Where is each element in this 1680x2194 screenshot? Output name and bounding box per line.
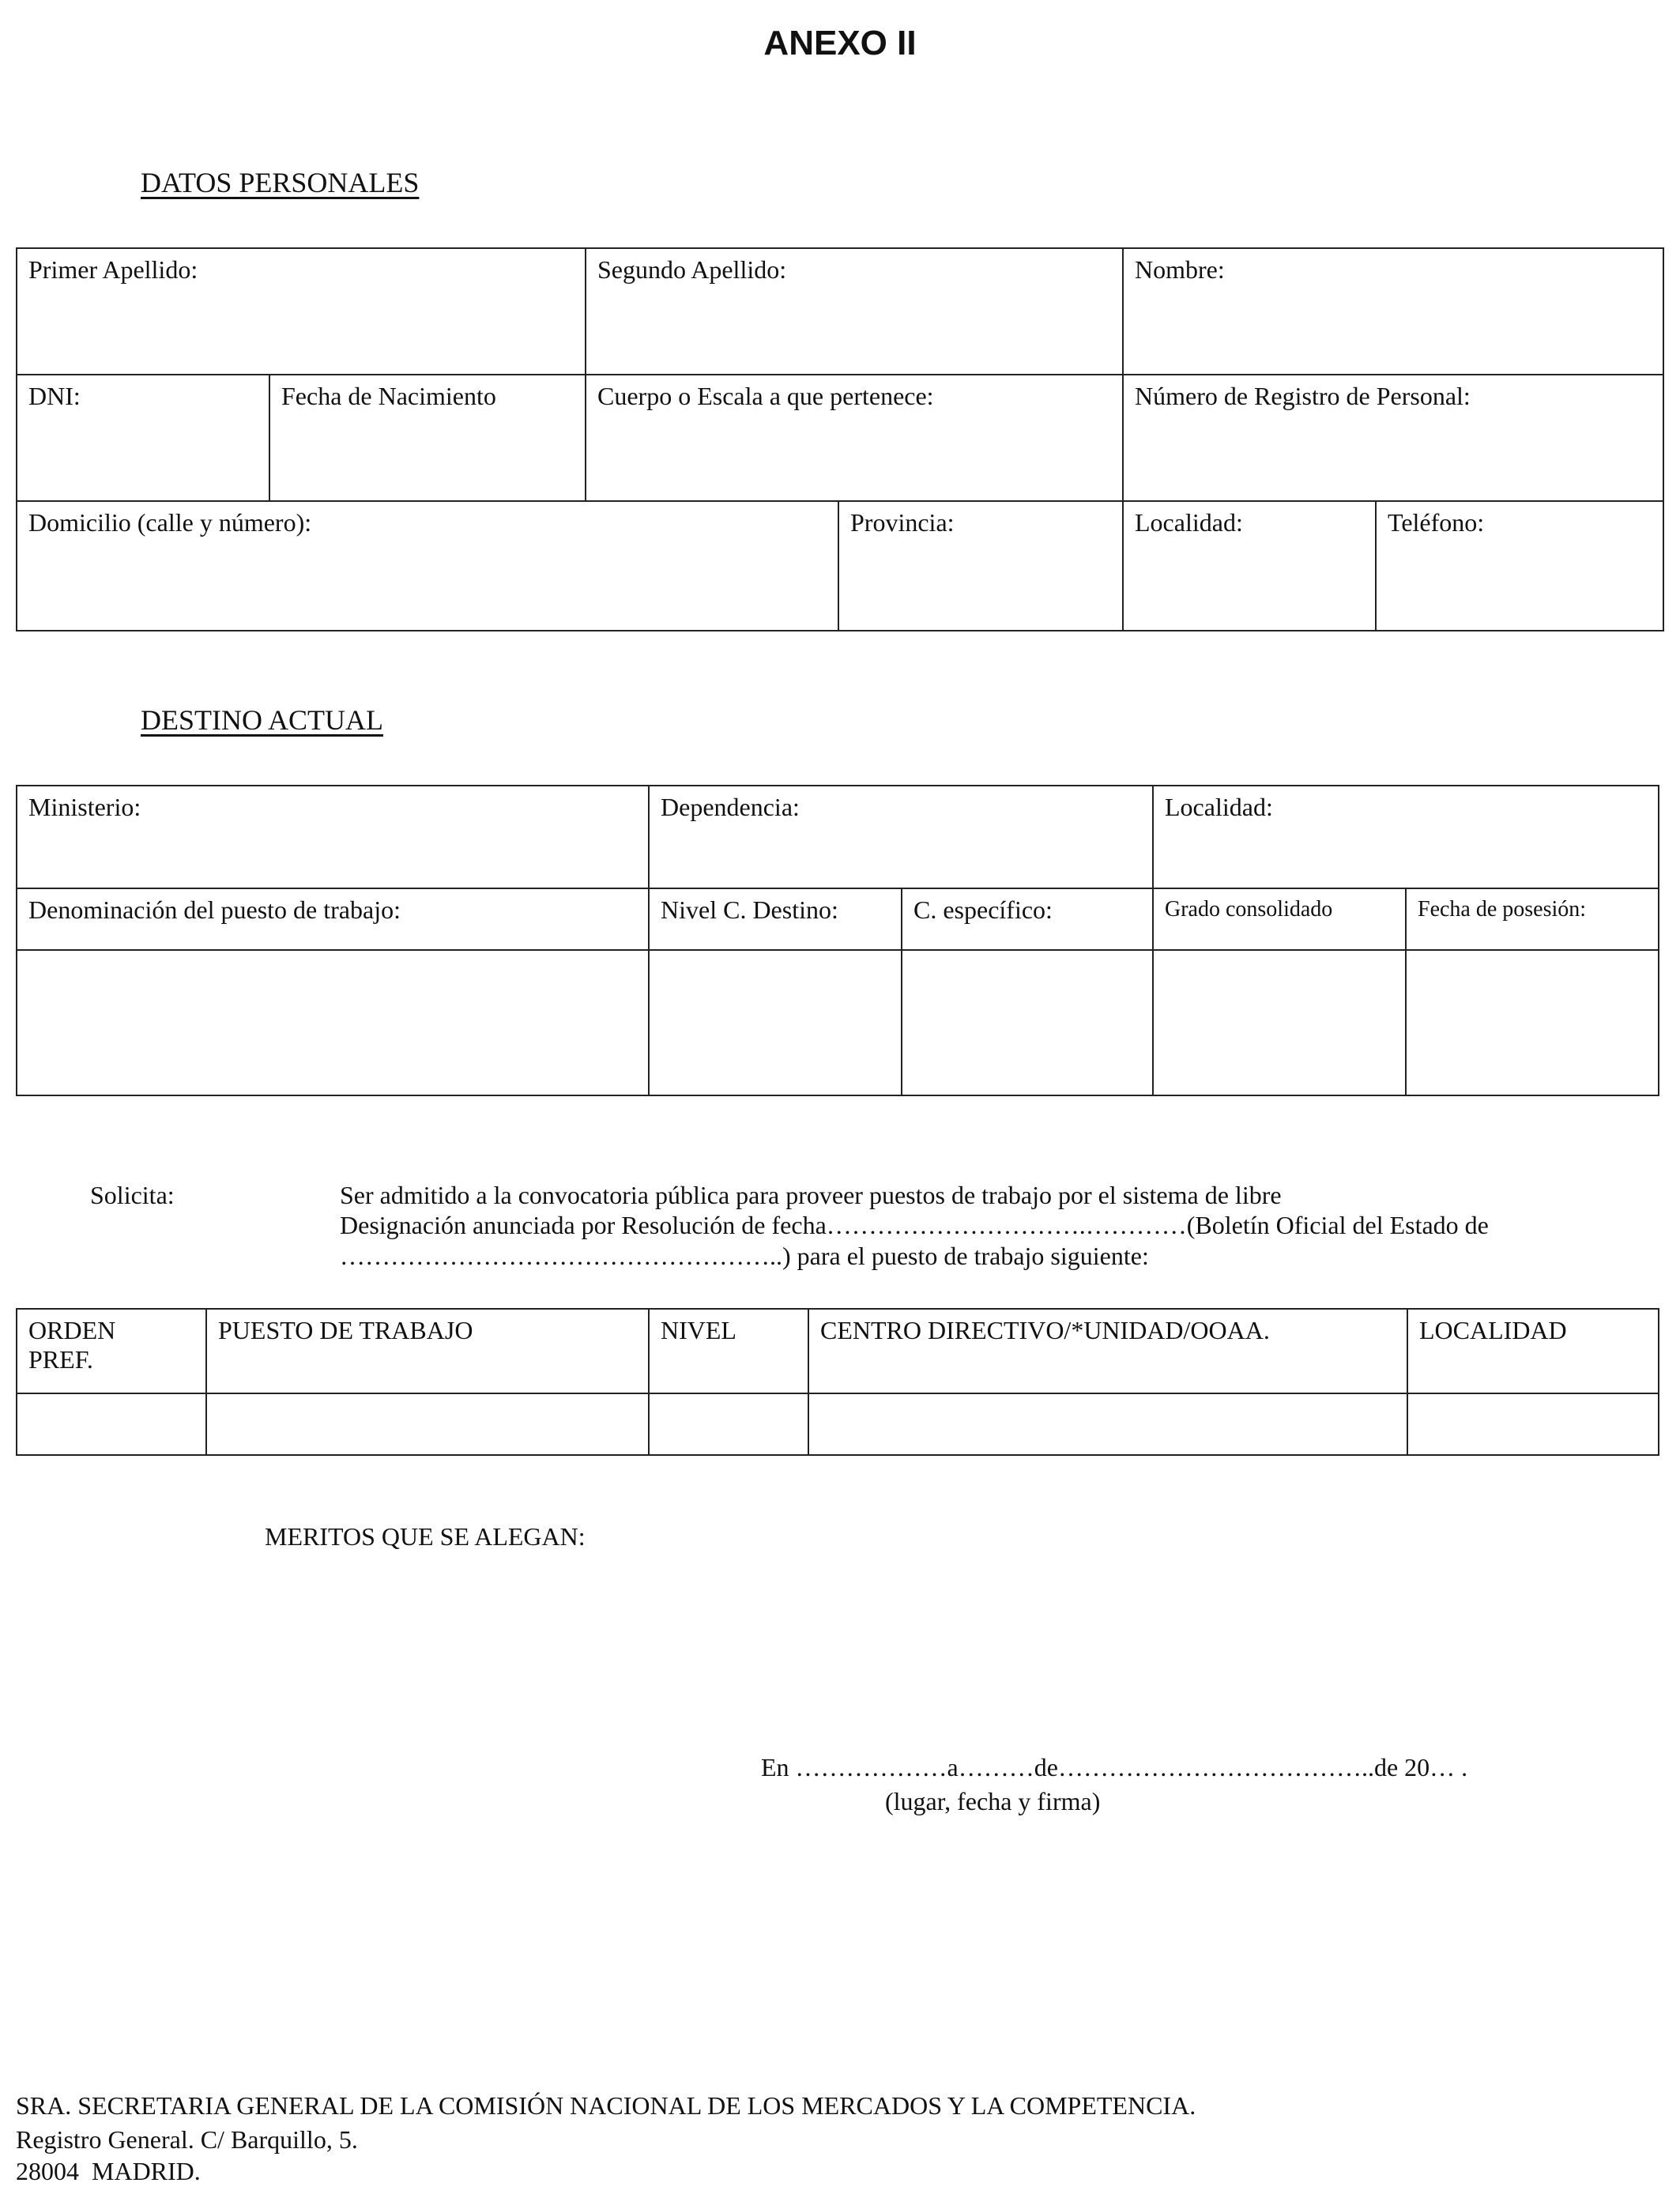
destino-localidad-label: Localidad: xyxy=(1165,793,1273,821)
fecha-posesion-header xyxy=(1407,889,1659,951)
nivel-label: NIVEL xyxy=(661,1316,736,1344)
localidad-field[interactable] xyxy=(1124,502,1377,631)
grado-consolidado-label: Grado consolidado xyxy=(1165,897,1333,922)
c-especifico-input[interactable] xyxy=(902,951,1154,1096)
destino-actual-heading: DESTINO ACTUAL xyxy=(141,704,383,736)
fecha-nacimiento-label: Fecha de Nacimiento xyxy=(281,382,496,410)
puesto-trabajo-label: PUESTO DE TRABAJO xyxy=(218,1316,473,1344)
dependencia-field[interactable] xyxy=(650,786,1154,889)
nivel-destino-label: Nivel C. Destino: xyxy=(661,895,838,924)
localidad-label: Localidad: xyxy=(1135,508,1243,537)
orden-pref-header xyxy=(17,1310,207,1394)
solicita-text xyxy=(340,1180,1667,1271)
nombre-label: Nombre: xyxy=(1135,255,1225,284)
datos-personales-table xyxy=(16,247,1664,631)
solicita-line-2: Designación anunciada por Resolución de fecha………………………….…………(Boletín Oficial del Estado de xyxy=(340,1211,1489,1240)
firma-line: En ………………a………de………………………………..de 20… . xyxy=(761,1753,1468,1781)
fecha-posesion-input[interactable] xyxy=(1407,951,1659,1096)
domicilio-label: Domicilio (calle y número): xyxy=(28,508,312,537)
nombre-field[interactable] xyxy=(1124,249,1664,375)
denominacion-label: Denominación del puesto de trabajo: xyxy=(28,895,401,924)
puestos-table xyxy=(16,1308,1659,1456)
meritos-label: MERITOS QUE SE ALEGAN: xyxy=(265,1522,586,1551)
fecha-posesion-label: Fecha de posesión: xyxy=(1418,897,1587,922)
puestos-localidad-label: LOCALIDAD xyxy=(1419,1316,1567,1344)
denominacion-input[interactable] xyxy=(17,951,650,1096)
telefono-field[interactable] xyxy=(1377,502,1664,631)
orden-pref-input[interactable] xyxy=(17,1394,207,1456)
puesto-trabajo-input[interactable] xyxy=(207,1394,650,1456)
solicita-label: Solicita: xyxy=(90,1181,175,1209)
primer-apellido-field[interactable] xyxy=(17,249,586,375)
firma-caption: (lugar, fecha y firma) xyxy=(885,1787,1101,1815)
solicita-line-3: ……………………………………………..) para el puesto de trabajo siguiente: xyxy=(340,1241,1149,1270)
centro-directivo-label: CENTRO DIRECTIVO/*UNIDAD/OOAA. xyxy=(820,1316,1270,1344)
destino-localidad-field[interactable] xyxy=(1154,786,1659,889)
fecha-nacimiento-field[interactable] xyxy=(270,375,586,502)
provincia-label: Provincia: xyxy=(850,508,955,537)
primer-apellido-label: Primer Apellido: xyxy=(28,255,198,284)
orden-label: ORDEN xyxy=(28,1316,116,1344)
numero-registro-label: Número de Registro de Personal: xyxy=(1135,382,1471,410)
c-especifico-header xyxy=(902,889,1154,951)
cuerpo-escala-label: Cuerpo o Escala a que pertenece: xyxy=(597,382,934,410)
puesto-trabajo-header xyxy=(207,1310,650,1394)
nivel-destino-input[interactable] xyxy=(650,951,902,1096)
denominacion-header xyxy=(17,889,650,951)
localidad-input[interactable] xyxy=(1408,1394,1659,1456)
telefono-label: Teléfono: xyxy=(1388,508,1485,537)
footer-city: 28004 MADRID. xyxy=(16,2157,201,2185)
ministerio-field[interactable] xyxy=(17,786,650,889)
dni-label: DNI: xyxy=(28,382,81,410)
datos-personales-heading: DATOS PERSONALES xyxy=(141,167,420,198)
nivel-input[interactable] xyxy=(650,1394,809,1456)
centro-directivo-header xyxy=(809,1310,1408,1394)
cuerpo-escala-field[interactable] xyxy=(586,375,1124,502)
solicita-line-1: Ser admitido a la convocatoria pública para proveer puestos de trabajo por el sistema de libre xyxy=(340,1181,1282,1209)
nivel-header xyxy=(650,1310,809,1394)
dependencia-label: Dependencia: xyxy=(661,793,800,821)
centro-directivo-input[interactable] xyxy=(809,1394,1408,1456)
footer-addressee: SRA. SECRETARIA GENERAL DE LA COMISIÓN NACIONAL DE LOS MERCADOS Y LA COMPETENCIA. xyxy=(16,2091,1196,2120)
nivel-destino-header xyxy=(650,889,902,951)
segundo-apellido-field[interactable] xyxy=(586,249,1124,375)
segundo-apellido-label: Segundo Apellido: xyxy=(597,255,787,284)
provincia-field[interactable] xyxy=(839,502,1124,631)
dni-field[interactable] xyxy=(17,375,270,502)
grado-consolidado-input[interactable] xyxy=(1154,951,1407,1096)
destino-actual-table xyxy=(16,785,1659,1096)
grado-consolidado-header xyxy=(1154,889,1407,951)
footer-registro: Registro General. C/ Barquillo, 5. xyxy=(16,2125,358,2154)
localidad-header xyxy=(1408,1310,1659,1394)
page-title: ANEXO II xyxy=(763,24,917,62)
numero-registro-field[interactable] xyxy=(1124,375,1664,502)
ministerio-label: Ministerio: xyxy=(28,793,141,821)
c-especifico-label: C. específico: xyxy=(913,895,1053,924)
domicilio-field[interactable] xyxy=(17,502,839,631)
pref-label: PREF. xyxy=(28,1344,93,1374)
